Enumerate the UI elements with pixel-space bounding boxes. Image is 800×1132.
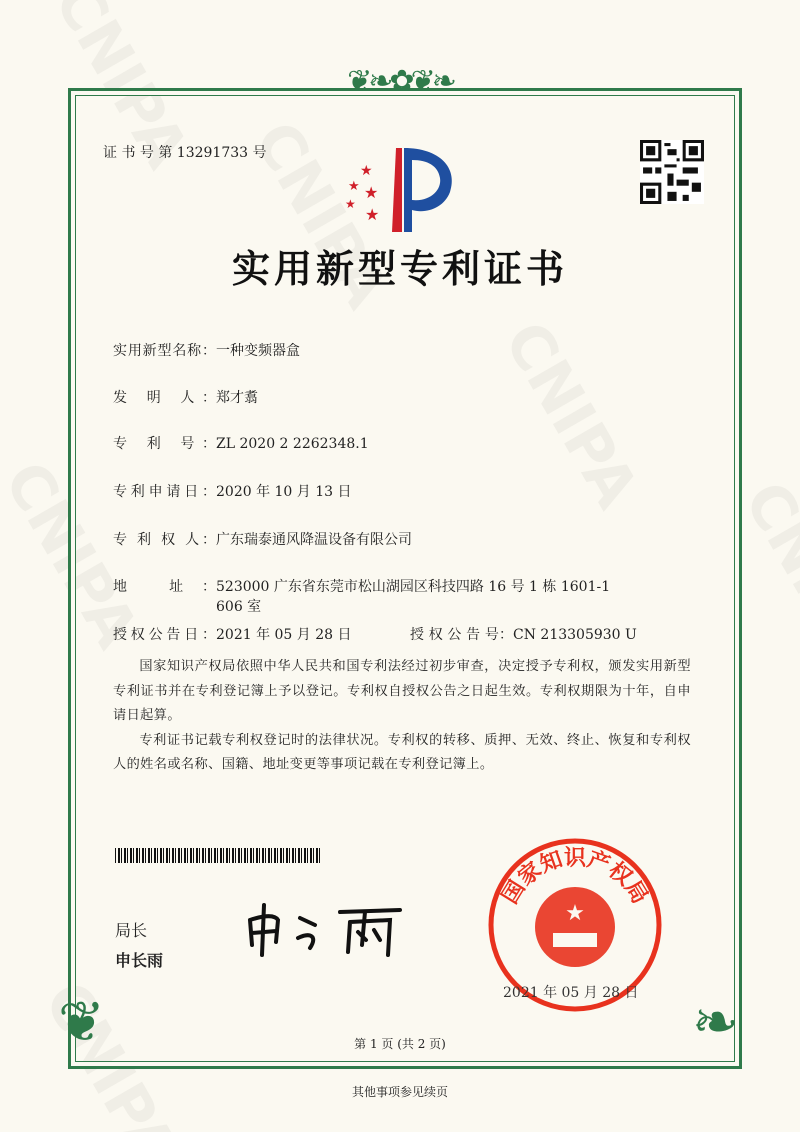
certificate-title: 实用新型专利证书 <box>231 246 568 291</box>
svg-text:★: ★ <box>345 197 356 211</box>
svg-text:国家知识产权局: 国家知识产权局 <box>496 845 654 909</box>
top-ornament-icon: ❦❧✿❦❧ <box>347 64 453 99</box>
svg-text:★: ★ <box>364 183 379 202</box>
field-inventor: 发 明 人：郑才翥 <box>113 390 258 406</box>
svg-text:★: ★ <box>360 163 373 179</box>
field-address: 地 址：523000 广东省东莞市松山湖园区科技四路 16 号 1 栋 1601-1 606 室 <box>113 579 611 615</box>
field-publication-number: 授 权 公 告 号：CN 213305930 U <box>410 627 637 643</box>
svg-text:★: ★ <box>565 901 585 926</box>
field-grant-date: 授权公告日：2021 年 05 月 28 日 <box>113 627 352 643</box>
field-patent-number: 专 利 号：ZL 2020 2 2262348.1 <box>113 436 369 452</box>
field-utility-model-name: 实用新型名称：一种变频器盒 <box>113 343 300 359</box>
director-title: 局长 <box>115 921 148 940</box>
director-name: 申长雨 <box>115 951 164 970</box>
cnipa-logo-icon <box>340 140 465 235</box>
seal-date: 2021 年 05 月 28 日 <box>503 985 639 1001</box>
field-patentee: 专 利 权 人：广东瑞泰通风降温设备有限公司 <box>113 532 412 548</box>
corner-ornament-icon: ❧ <box>692 990 739 1055</box>
field-application-date: 专利申请日：2020 年 10 月 13 日 <box>113 484 352 500</box>
continued-note: 其他事项参见续页 <box>351 1085 448 1099</box>
qr-code-icon <box>640 140 704 204</box>
certificate-statement: 国家知识产权局依照中华人民共和国专利法经过初步审查，决定授予专利权，颁发实用新型专利证书并在专利登记簿上予以登记。专利权自授权公告之日起生效。专利权期限为十年，自申请日起算。 专利证书记载专利权登记时的法律状况。专利权的转移、质押、无效、终止、恢复和专利权人的姓名或名称、国籍、地址变更等事项记载在专利登记簿上。 <box>113 659 691 772</box>
barcode <box>115 848 320 863</box>
svg-text:★: ★ <box>365 205 380 224</box>
svg-text:★: ★ <box>348 179 360 194</box>
signature-icon <box>240 900 415 960</box>
corner-ornament-icon: ❦ <box>58 990 105 1055</box>
certificate-number: 证 书 号 第 13291733 号 <box>103 145 267 161</box>
page-info: 第 1 页 (共 2 页) <box>354 1037 446 1051</box>
